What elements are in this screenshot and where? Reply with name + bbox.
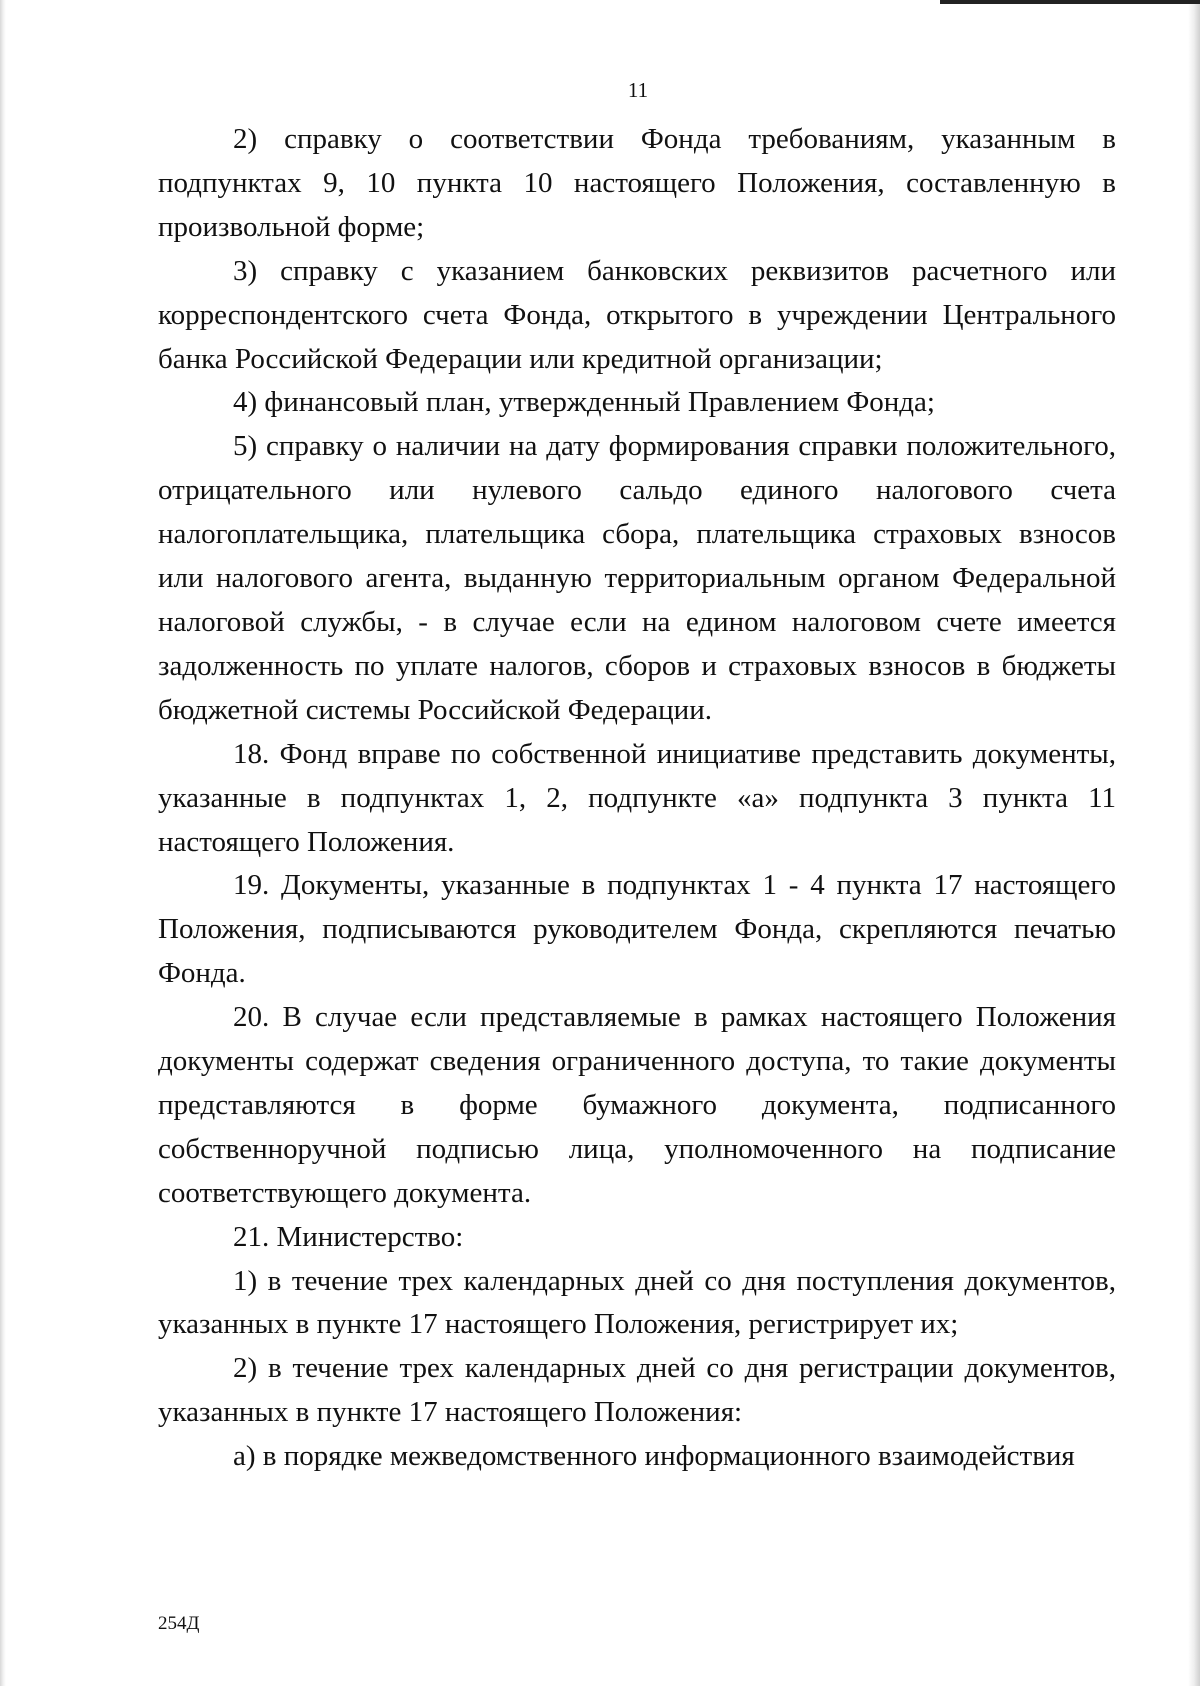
- footer-document-code: 254Д: [158, 1613, 200, 1634]
- paragraph-subitem-4: 4) финансовый план, утвержденный Правлением Фонда;: [233, 386, 935, 419]
- document-body: [158, 118, 1116, 1479]
- paragraph-subitem-3: 3) справку с указанием банковских реквизитов расчетного или корреспондентского счета Фонда, открытого в учреждении Центрального банка Российской Федерации или кредитной организации;: [158, 254, 1116, 375]
- scan-edge-top: [940, 0, 1200, 4]
- page-number: 11: [627, 78, 649, 102]
- paragraph-item-21-subitem-1: 1) в течение трех календарных дней со дня поступления документов, указанных в пункте 17 настоящего Положения, регистрирует их;: [158, 1264, 1116, 1341]
- paragraph-item-18: 18. Фонд вправе по собственной инициативе представить документы, указанные в подпунктах 1, 2, подпункте «а» подпункта 3 пункта 11 настоящего Положения.: [158, 737, 1116, 858]
- paragraph-item-21: 21. Министерство:: [233, 1220, 464, 1253]
- paragraph-item-20: 20. В случае если представляемые в рамках настоящего Положения документы содержат сведения ограниченного доступа, то такие документы представляются в форме бумажного документа, подписанного собственноручной подписью лица, уполномоченного на подписание соответствующего документа.: [158, 1001, 1116, 1209]
- paragraph-subitem-5: 5) справку о наличии на дату формирования справки положительного, отрицательного или нулевого сальдо единого налогового счета налогоплательщика, плательщика сбора, плательщика страховых взносов или налогового агента, выданную территориальным органом Федеральной налоговой службы, - в случае если на едином налоговом счете имеется задолженность по уплате налогов, сборов и страховых взносов в бюджеты бюджетной системы Российской Федерации.: [158, 430, 1116, 726]
- scan-edge-left: [0, 0, 6, 1686]
- paragraph-item-21-subitem-2a: а) в порядке межведомственного информационного взаимодействия: [233, 1440, 1075, 1473]
- paragraph-subitem-2: 2) справку о соответствии Фонда требованиям, указанным в подпунктах 9, 10 пункта 10 настоящего Положения, составленную в произвольной форме;: [158, 123, 1116, 243]
- paragraph-item-19: 19. Документы, указанные в подпунктах 1 - 4 пункта 17 настоящего Положения, подписываются руководителем Фонда, скрепляются печатью Фонда.: [158, 869, 1116, 990]
- scan-edge-right: [1188, 0, 1200, 1686]
- paragraph-item-21-subitem-2: 2) в течение трех календарных дней со дня регистрации документов, указанных в пункте 17 настоящего Положения:: [158, 1352, 1116, 1429]
